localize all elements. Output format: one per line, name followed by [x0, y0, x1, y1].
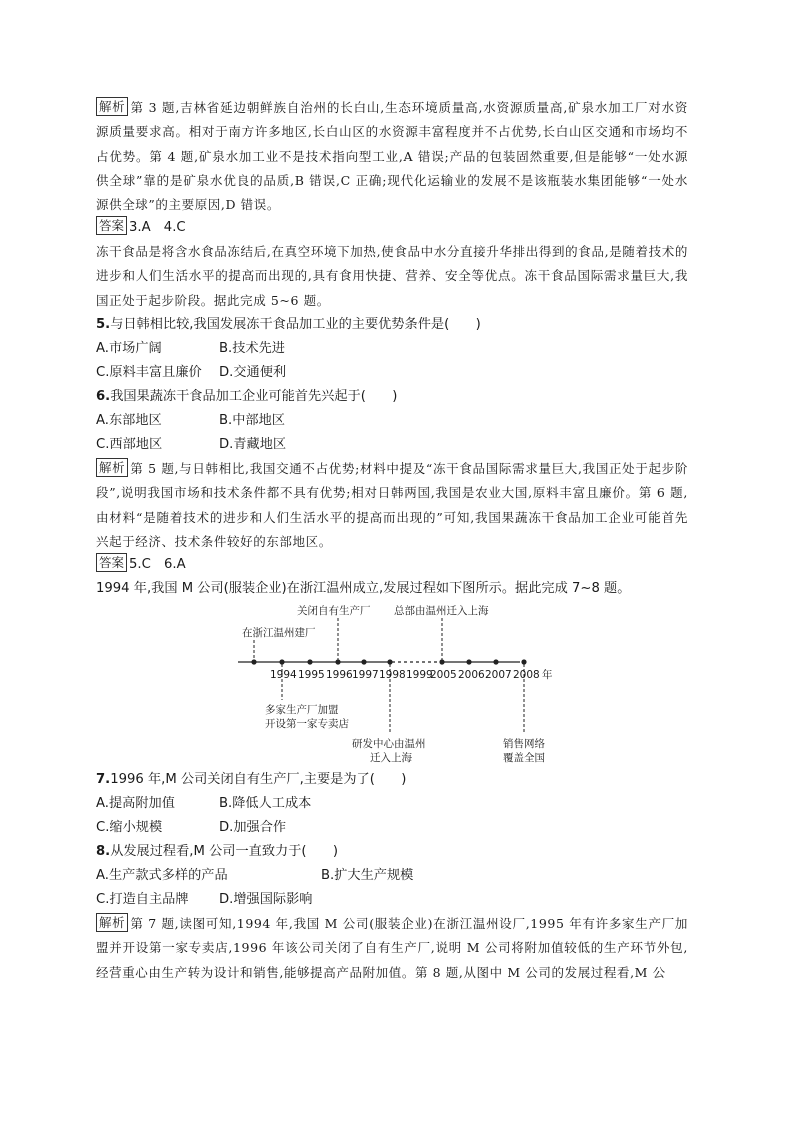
answer-text: 5.C 6.A	[129, 557, 186, 572]
year-dot-2005	[439, 659, 444, 664]
year-dot-2007	[493, 659, 498, 664]
question-number: 7.	[96, 772, 111, 787]
event-1995-label-line1: 多家生产厂加盟	[265, 704, 339, 716]
explanation-text: 第 3 题,吉林省延边朝鲜族自治州的长白山,生态环境质量高,水资源质量高,矿泉水加工厂对水资源质量要求高。相对于南方许多地区,长白山区的水资源丰富程度并不占优势,长白山区交通和市场均不占优势。第 4 题,矿泉水加工业不是技术指向型工业,A 错误;产品的包装固然重要,但是能够“一处水源供全球”靠的是矿泉水优良的品质,B 错误,C 正确;现代化运输业的发展不是该瓶装水集团能够“一处水源供全球”的主要原因,D 错误。	[96, 100, 688, 213]
question-stem: 我国果蔬冻干食品加工企业可能首先兴起于( )	[110, 389, 398, 404]
q8-option-d[interactable]: D.增强国际影响	[219, 892, 313, 907]
q6-option-d[interactable]: D.青藏地区	[219, 437, 287, 452]
question-stem: 1996 年,M 公司关闭自有生产厂,主要是为了( )	[110, 772, 407, 787]
q8-option-b[interactable]: B.扩大生产规模	[321, 868, 414, 883]
year-dot-1997	[335, 659, 340, 664]
question-8	[96, 840, 338, 864]
question-stem: 与日韩相比较,我国发展冻干食品加工业的主要优势条件是( )	[110, 317, 481, 332]
answer-text: 3.A 4.C	[129, 220, 186, 235]
question-number: 5.	[96, 317, 111, 332]
answer-tag: 答案	[96, 216, 127, 235]
q7-option-b[interactable]: B.降低人工成本	[219, 796, 312, 811]
explanation-tag: 解析	[96, 913, 128, 932]
year-dot-1994	[251, 659, 256, 664]
explanation-block-2	[96, 457, 688, 554]
q5-option-d[interactable]: D.交通便利	[219, 365, 287, 380]
explanation-text: 第 5 题,与日韩相比,我国交通不占优势;材料中提及“冻干食品国际需求量巨大,我国正处于起步阶段”,说明我国市场和技术条件都不具有优势;相对日韩两国,我国是农业大国,原料丰富且廉价。第 6 题,由材料“是随着技术的进步和人们生活水平的提高而出现的”可知,我国果蔬冻干食品加工企业可能首先兴起于经济、技术条件较好的东部地区。	[96, 461, 688, 549]
material-intro-7-8: 1994 年,我国 M 公司(服装企业)在浙江温州成立,发展过程如下图所示。据此完成 7~8 题。	[96, 581, 631, 596]
explanation-text: 第 7 题,读图可知,1994 年,我国 M 公司(服装企业)在浙江温州设厂,1995 年有许多家生产厂加盟并开设第一家专卖店,1996 年该公司关闭了自有生产厂,说明 M 公司将附加值较低的生产环节外包,经营重心由生产转为设计和销售,能够提高产品附加值。第 8 题,从图中 M 公司的发展过程看,M 公	[96, 916, 688, 980]
event-1995-label-line2: 开设第一家专卖店	[265, 718, 349, 730]
explanation-block-3	[96, 912, 688, 985]
material-intro-5-6: 冻干食品是将含水食品冻结后,在真空环境下加热,使食品中水分直接升华排出得到的食品,是随着技术的进步和人们生活水平的提高而出现的,具有食用快捷、营养、安全等优点。冻干食品国际需求量巨大,我国正处于起步阶段。据此完成 5~6 题。	[96, 244, 688, 308]
q8-option-a[interactable]: A.生产款式多样的产品	[96, 868, 228, 883]
answer-tag: 答案	[96, 553, 127, 572]
year-label: 2007	[485, 669, 512, 681]
year-label: 1997	[352, 669, 379, 681]
q8-option-c[interactable]: C.打造自主品牌	[96, 892, 189, 907]
year-dot-1998	[361, 659, 366, 664]
question-number: 6.	[96, 389, 111, 404]
year-label: 1996	[326, 669, 353, 681]
explanation-tag: 解析	[96, 458, 128, 477]
year-label: 1998	[379, 669, 406, 681]
q7-option-d[interactable]: D.加强合作	[219, 820, 287, 835]
q7-option-a[interactable]: A.提高附加值	[96, 796, 175, 811]
year-label: 2005	[430, 669, 457, 681]
event-1996-label: 关闭自有生产厂	[297, 605, 371, 617]
year-dot-2008	[521, 659, 526, 664]
year-dot-1996	[307, 659, 312, 664]
question-number: 8.	[96, 844, 111, 859]
q6-option-c[interactable]: C.西部地区	[96, 437, 163, 452]
event-2008-label-line1: 销售网络	[503, 738, 545, 750]
q7-option-c[interactable]: C.缩小规模	[96, 820, 163, 835]
q6-option-b[interactable]: B.中部地区	[219, 413, 285, 428]
year-dot-1999	[387, 659, 392, 664]
year-dot-1995	[279, 659, 284, 664]
year-label: 2006	[458, 669, 485, 681]
year-unit-label: 年	[542, 669, 553, 681]
q5-option-a[interactable]: A.市场广阔	[96, 341, 162, 356]
event-1994-label: 在浙江温州建厂	[242, 627, 316, 639]
explanation-tag: 解析	[96, 97, 128, 116]
question-7	[96, 768, 406, 792]
question-5	[96, 313, 481, 337]
year-dot-2006	[466, 659, 471, 664]
year-label: 1995	[298, 669, 325, 681]
year-label: 2008	[513, 669, 540, 681]
event-2005-label: 总部由温州迁入上海	[394, 605, 489, 617]
explanation-block-1	[96, 96, 688, 217]
year-label: 1999	[406, 669, 433, 681]
event-2008-label-line2: 覆盖全国	[503, 752, 545, 764]
year-label: 1994	[270, 669, 297, 681]
answer-block-1	[96, 216, 186, 240]
q5-option-b[interactable]: B.技术先进	[219, 341, 285, 356]
answer-block-2	[96, 553, 186, 577]
event-1999-label-line1: 研发中心由温州	[352, 738, 426, 750]
event-1999-label-line2: 迁入上海	[370, 752, 412, 764]
q6-option-a[interactable]: A.东部地区	[96, 413, 162, 428]
question-stem: 从发展过程看,M 公司一直致力于( )	[110, 844, 339, 859]
question-6	[96, 385, 397, 409]
q5-option-c[interactable]: C.原料丰富且廉价	[96, 365, 202, 380]
